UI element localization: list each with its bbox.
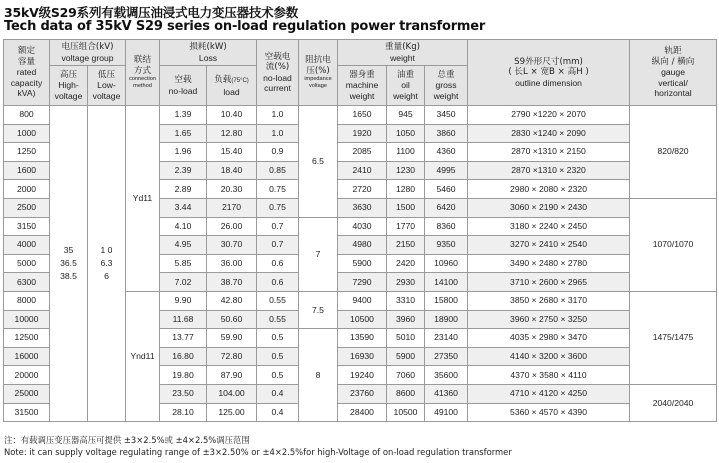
cell-machine-weight: 10500 bbox=[338, 310, 387, 329]
header-no-load-current bbox=[257, 40, 299, 106]
header-oil-weight-cn: 油重 bbox=[396, 69, 415, 80]
cell-no-load-current: 0.6 bbox=[257, 254, 299, 273]
header-current-en2: current bbox=[264, 83, 291, 93]
cell-load-loss: 10.40 bbox=[207, 106, 257, 125]
header-gauge bbox=[630, 40, 717, 106]
header-gross-weight-en1: gross bbox=[435, 80, 457, 91]
cell-machine-weight: 1920 bbox=[338, 124, 387, 143]
header-current-cn1: 空载电 bbox=[264, 51, 291, 62]
header-weight-en: weight bbox=[390, 52, 415, 63]
cell-no-load-current: 0.55 bbox=[257, 291, 299, 310]
low-voltage-value: 1 0 bbox=[100, 245, 113, 256]
header-connection bbox=[126, 40, 160, 106]
cell-oil-weight: 8600 bbox=[387, 384, 425, 403]
cell-load-loss: 18.40 bbox=[207, 161, 257, 180]
cell-load-loss: 20.30 bbox=[207, 180, 257, 199]
cell-machine-weight: 2410 bbox=[338, 161, 387, 180]
cell-capacity: 1000 bbox=[4, 124, 50, 143]
header-gross-weight-en2: weight bbox=[433, 90, 459, 101]
cell-oil-weight: 3310 bbox=[387, 291, 425, 310]
cell-no-load-current: 0.4 bbox=[257, 403, 299, 422]
cell-outline-dimension: 2980 × 2080 × 2320 bbox=[468, 180, 630, 199]
cell-outline-dimension: 3490 × 2480 × 2780 bbox=[468, 254, 630, 273]
cell-load-loss: 42.80 bbox=[207, 291, 257, 310]
cell-capacity: 6300 bbox=[4, 273, 50, 292]
cell-low-voltage bbox=[88, 106, 126, 422]
header-impedance-cn2: 压(%) bbox=[306, 65, 330, 76]
cell-high-voltage bbox=[50, 106, 88, 422]
cell-gross-weight: 49100 bbox=[425, 403, 468, 422]
cell-oil-weight: 1100 bbox=[387, 143, 425, 162]
header-outline-cn2: ( 长L × 宽B × 高H ) bbox=[508, 67, 589, 78]
header-impedance bbox=[299, 40, 338, 106]
cell-load-loss: 59.90 bbox=[207, 329, 257, 348]
cell-gross-weight: 27350 bbox=[425, 347, 468, 366]
cell-machine-weight: 2085 bbox=[338, 143, 387, 162]
header-connection-en2: method bbox=[133, 83, 152, 89]
cell-load-loss: 36.00 bbox=[207, 254, 257, 273]
header-current-cn2: 流(%) bbox=[265, 62, 290, 72]
cell-connection-ynd11: Ynd11 bbox=[126, 291, 160, 421]
cell-machine-weight: 4030 bbox=[338, 217, 387, 236]
cell-no-load-current: 0.7 bbox=[257, 217, 299, 236]
header-high-voltage bbox=[50, 66, 88, 106]
cell-machine-weight: 7290 bbox=[338, 273, 387, 292]
cell-no-load-loss: 28.10 bbox=[160, 403, 207, 422]
cell-impedance: 7 bbox=[299, 217, 338, 291]
cell-gauge: 820/820 bbox=[630, 106, 717, 199]
cell-no-load-loss: 1.65 bbox=[160, 124, 207, 143]
cell-load-loss: 30.70 bbox=[207, 236, 257, 255]
header-loss-en: Loss bbox=[198, 52, 218, 63]
low-voltage-value: 6 bbox=[104, 271, 109, 282]
high-voltage-value: 36.5 bbox=[60, 258, 77, 269]
cell-capacity: 16000 bbox=[4, 347, 50, 366]
cell-load-loss: 15.40 bbox=[207, 143, 257, 162]
cell-gross-weight: 3450 bbox=[425, 106, 468, 125]
cell-gross-weight: 9350 bbox=[425, 236, 468, 255]
cell-gross-weight: 5460 bbox=[425, 180, 468, 199]
header-current-en1: no-load bbox=[263, 72, 292, 83]
cell-no-load-current: 0.75 bbox=[257, 198, 299, 217]
high-voltage-value: 35 bbox=[63, 245, 74, 256]
cell-outline-dimension: 3180 × 2240 × 2450 bbox=[468, 217, 630, 236]
cell-impedance: 7.5 bbox=[299, 291, 338, 328]
header-oil-weight-en2: weight bbox=[393, 90, 418, 101]
cell-no-load-current: 0.5 bbox=[257, 329, 299, 348]
header-capacity bbox=[4, 40, 50, 106]
cell-gross-weight: 23140 bbox=[425, 329, 468, 348]
header-weight-cn: 重量(Kg) bbox=[385, 42, 420, 52]
cell-gross-weight: 4360 bbox=[425, 143, 468, 162]
cell-load-loss: 104.00 bbox=[207, 384, 257, 403]
header-impedance-en1: impedance bbox=[304, 76, 332, 82]
cell-gross-weight: 6420 bbox=[425, 198, 468, 217]
cell-outline-dimension: 4710 × 4120 × 4250 bbox=[468, 384, 630, 403]
header-load-loss-cn: 负载 bbox=[214, 75, 232, 85]
cell-gross-weight: 15800 bbox=[425, 291, 468, 310]
cell-machine-weight: 3630 bbox=[338, 198, 387, 217]
header-high-voltage-en2: voltage bbox=[54, 90, 83, 101]
cell-load-loss: 125.00 bbox=[207, 403, 257, 422]
cell-capacity: 800 bbox=[4, 106, 50, 125]
cell-no-load-current: 0.4 bbox=[257, 384, 299, 403]
cell-oil-weight: 2420 bbox=[387, 254, 425, 273]
header-gauge-cn2: 纵向 / 横向 bbox=[651, 56, 695, 67]
cell-oil-weight: 1050 bbox=[387, 124, 425, 143]
header-connection-cn2: 方式 bbox=[133, 65, 152, 76]
cell-outline-dimension: 4140 × 3200 × 3600 bbox=[468, 347, 630, 366]
cell-gauge: 2040/2040 bbox=[630, 384, 717, 421]
cell-oil-weight: 2930 bbox=[387, 273, 425, 292]
cell-no-load-loss: 1.96 bbox=[160, 143, 207, 162]
cell-oil-weight: 7060 bbox=[387, 366, 425, 385]
header-no-load-loss-en: no-load bbox=[168, 85, 198, 96]
cell-no-load-loss: 19.80 bbox=[160, 366, 207, 385]
cell-connection-yd11: Yd11 bbox=[126, 106, 160, 292]
header-capacity-en3: kVA) bbox=[17, 88, 36, 99]
cell-machine-weight: 23760 bbox=[338, 384, 387, 403]
cell-machine-weight: 16930 bbox=[338, 347, 387, 366]
note-cn: 注：有载调压变压器高压可提供 ±3×2.5%或 ±4×2.5%调压范围 bbox=[4, 435, 250, 445]
header-machine-weight-en1: machine bbox=[345, 80, 379, 91]
cell-outline-dimension: 3960 × 2750 × 3250 bbox=[468, 310, 630, 329]
header-loss-cn: 损耗(kW) bbox=[189, 42, 227, 52]
cell-gross-weight: 10960 bbox=[425, 254, 468, 273]
cell-capacity: 2500 bbox=[4, 198, 50, 217]
high-voltage-value: 38.5 bbox=[60, 271, 77, 282]
header-machine-weight-en2: weight bbox=[349, 90, 375, 101]
table-header bbox=[4, 40, 717, 106]
cell-machine-weight: 28400 bbox=[338, 403, 387, 422]
cell-capacity: 1600 bbox=[4, 161, 50, 180]
cell-no-load-loss: 4.10 bbox=[160, 217, 207, 236]
header-weight bbox=[338, 40, 468, 66]
header-machine-weight-cn: 器身重 bbox=[349, 69, 375, 80]
cell-machine-weight: 4980 bbox=[338, 236, 387, 255]
cell-outline-dimension: 2830 ×1240 × 2090 bbox=[468, 124, 630, 143]
cell-oil-weight: 10500 bbox=[387, 403, 425, 422]
header-outline-en: outline dimension bbox=[515, 77, 582, 88]
header-low-voltage-en1: Low- bbox=[97, 80, 116, 91]
header-outline bbox=[468, 40, 630, 106]
cell-capacity: 12500 bbox=[4, 329, 50, 348]
cell-load-loss: 72.80 bbox=[207, 347, 257, 366]
cell-outline-dimension: 2870 ×1310 × 2150 bbox=[468, 143, 630, 162]
cell-capacity: 1250 bbox=[4, 143, 50, 162]
cell-oil-weight: 1280 bbox=[387, 180, 425, 199]
cell-gross-weight: 3860 bbox=[425, 124, 468, 143]
header-oil-weight bbox=[387, 66, 425, 106]
cell-oil-weight: 5900 bbox=[387, 347, 425, 366]
cell-outline-dimension: 3850 × 2680 × 3170 bbox=[468, 291, 630, 310]
note-en: Note: it can supply voltage regulating range of ±3×2.50% or ±4×2.5%for high-Voltage of on-load regulation transformer bbox=[4, 447, 512, 457]
header-load-loss bbox=[207, 66, 257, 106]
cell-machine-weight: 13590 bbox=[338, 329, 387, 348]
header-oil-weight-en1: oil bbox=[401, 80, 410, 91]
cell-gross-weight: 8360 bbox=[425, 217, 468, 236]
header-load-loss-temp: (75°C) bbox=[231, 78, 249, 84]
cell-no-load-current: 1.0 bbox=[257, 124, 299, 143]
cell-load-loss: 26.00 bbox=[207, 217, 257, 236]
cell-load-loss: 2170 bbox=[207, 198, 257, 217]
cell-machine-weight: 1650 bbox=[338, 106, 387, 125]
header-connection-en1: connection bbox=[128, 76, 157, 82]
cell-no-load-loss: 13.77 bbox=[160, 329, 207, 348]
header-connection-cn1: 联结 bbox=[133, 55, 152, 65]
cell-capacity: 20000 bbox=[4, 366, 50, 385]
cell-machine-weight: 19240 bbox=[338, 366, 387, 385]
cell-impedance: 8 bbox=[299, 329, 338, 422]
cell-capacity: 8000 bbox=[4, 291, 50, 310]
cell-capacity: 31500 bbox=[4, 403, 50, 422]
header-gross-weight bbox=[425, 66, 468, 106]
cell-no-load-current: 0.5 bbox=[257, 347, 299, 366]
cell-no-load-loss: 7.02 bbox=[160, 273, 207, 292]
spec-table bbox=[3, 39, 717, 422]
cell-outline-dimension: 3270 × 2410 × 2540 bbox=[468, 236, 630, 255]
header-low-voltage-en2: voltage bbox=[92, 90, 121, 101]
cell-no-load-current: 1.0 bbox=[257, 106, 299, 125]
cell-load-loss: 50.60 bbox=[207, 310, 257, 329]
cell-capacity: 5000 bbox=[4, 254, 50, 273]
cell-machine-weight: 2720 bbox=[338, 180, 387, 199]
header-voltage-group-cn: 电压组合(kV) bbox=[61, 42, 114, 52]
cell-gross-weight: 14100 bbox=[425, 273, 468, 292]
cell-outline-dimension: 3060 × 2190 × 2430 bbox=[468, 198, 630, 217]
cell-machine-weight: 5900 bbox=[338, 254, 387, 273]
cell-no-load-current: 0.9 bbox=[257, 143, 299, 162]
cell-oil-weight: 5010 bbox=[387, 329, 425, 348]
header-gross-weight-cn: 总重 bbox=[437, 69, 455, 80]
header-load-loss-en: load bbox=[223, 86, 240, 97]
header-low-voltage bbox=[88, 66, 126, 106]
cell-no-load-loss: 2.39 bbox=[160, 161, 207, 180]
cell-load-loss: 12.80 bbox=[207, 124, 257, 143]
header-no-load-loss bbox=[160, 66, 207, 106]
header-capacity-en1: rated bbox=[16, 67, 37, 78]
cell-outline-dimension: 3710 × 2600 × 2965 bbox=[468, 273, 630, 292]
cell-no-load-loss: 23.50 bbox=[160, 384, 207, 403]
header-voltage-group-en: voltage group bbox=[61, 52, 114, 63]
header-impedance-en2: voltage bbox=[308, 83, 328, 89]
cell-no-load-loss: 16.80 bbox=[160, 347, 207, 366]
cell-gauge: 1475/1475 bbox=[630, 291, 717, 384]
cell-no-load-current: 0.6 bbox=[257, 273, 299, 292]
cell-no-load-current: 0.85 bbox=[257, 161, 299, 180]
header-machine-weight bbox=[338, 66, 387, 106]
header-gauge-en1: gauge bbox=[661, 67, 685, 78]
cell-outline-dimension: 4370 × 3580 × 4110 bbox=[468, 366, 630, 385]
cell-capacity: 2000 bbox=[4, 180, 50, 199]
table-body bbox=[4, 106, 717, 422]
cell-oil-weight: 1500 bbox=[387, 198, 425, 217]
cell-capacity: 25000 bbox=[4, 384, 50, 403]
header-outline-cn1: S9外形尺寸(mm) bbox=[514, 56, 583, 67]
cell-load-loss: 87.90 bbox=[207, 366, 257, 385]
cell-no-load-current: 0.75 bbox=[257, 180, 299, 199]
header-voltage-group bbox=[50, 40, 126, 66]
header-capacity-cn: 额定容量 bbox=[17, 46, 36, 67]
cell-no-load-loss: 11.68 bbox=[160, 310, 207, 329]
header-loss bbox=[160, 40, 257, 66]
page-title-cn: 35kV级S29系列有载调压油浸式电力变压器技术参数 bbox=[4, 5, 299, 20]
cell-capacity: 3150 bbox=[4, 217, 50, 236]
header-low-voltage-cn: 低压 bbox=[97, 69, 116, 80]
cell-capacity: 4000 bbox=[4, 236, 50, 255]
cell-oil-weight: 3960 bbox=[387, 310, 425, 329]
cell-outline-dimension: 2870 ×1310 × 2320 bbox=[468, 161, 630, 180]
cell-capacity: 10000 bbox=[4, 310, 50, 329]
table-row bbox=[4, 106, 717, 125]
cell-no-load-loss: 4.95 bbox=[160, 236, 207, 255]
cell-gross-weight: 41360 bbox=[425, 384, 468, 403]
cell-no-load-current: 0.55 bbox=[257, 310, 299, 329]
cell-gross-weight: 4995 bbox=[425, 161, 468, 180]
cell-no-load-loss: 9.90 bbox=[160, 291, 207, 310]
cell-outline-dimension: 4035 × 2980 × 3470 bbox=[468, 329, 630, 348]
cell-machine-weight: 9400 bbox=[338, 291, 387, 310]
cell-oil-weight: 2150 bbox=[387, 236, 425, 255]
cell-no-load-current: 0.7 bbox=[257, 236, 299, 255]
cell-no-load-loss: 2.89 bbox=[160, 180, 207, 199]
cell-outline-dimension: 5360 × 4570 × 4390 bbox=[468, 403, 630, 422]
cell-oil-weight: 1770 bbox=[387, 217, 425, 236]
cell-no-load-loss: 5.85 bbox=[160, 254, 207, 273]
header-capacity-en2: capacity bbox=[10, 77, 43, 88]
cell-outline-dimension: 2790 ×1220 × 2070 bbox=[468, 106, 630, 125]
header-impedance-cn1: 阻抗电 bbox=[305, 55, 331, 65]
header-gauge-en2: vertical/ bbox=[658, 77, 688, 88]
header-gauge-en3: horizontal bbox=[654, 88, 692, 99]
cell-no-load-current: 0.5 bbox=[257, 366, 299, 385]
cell-gauge: 1070/1070 bbox=[630, 198, 717, 291]
cell-no-load-loss: 1.39 bbox=[160, 106, 207, 125]
header-high-voltage-cn: 高压 bbox=[59, 69, 78, 80]
header-no-load-loss-cn: 空载 bbox=[174, 75, 192, 85]
low-voltage-value: 6.3 bbox=[100, 258, 113, 269]
page-title-en: Tech data of 35kV S29 series on-load regulation power transformer bbox=[4, 19, 486, 34]
cell-gross-weight: 18900 bbox=[425, 310, 468, 329]
header-high-voltage-en1: High- bbox=[58, 80, 79, 91]
cell-gross-weight: 35600 bbox=[425, 366, 468, 385]
cell-load-loss: 38.70 bbox=[207, 273, 257, 292]
cell-no-load-loss: 3.44 bbox=[160, 198, 207, 217]
header-gauge-cn: 轨距 bbox=[664, 46, 682, 57]
cell-impedance: 6.5 bbox=[299, 106, 338, 218]
cell-oil-weight: 1230 bbox=[387, 161, 425, 180]
cell-oil-weight: 945 bbox=[387, 106, 425, 125]
